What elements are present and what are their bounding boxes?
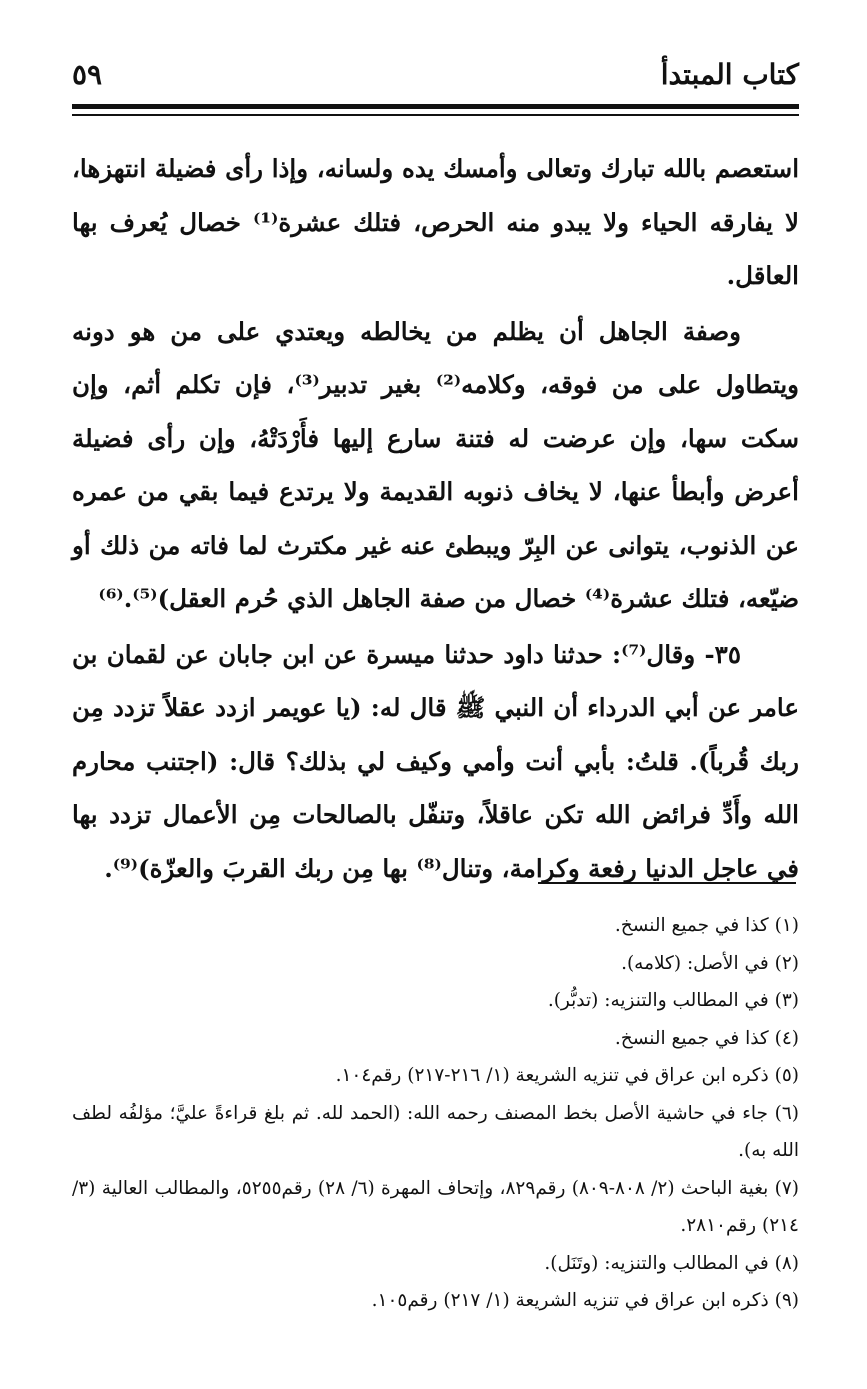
- footnotes: [72, 907, 799, 1320]
- page-header: [72, 52, 799, 100]
- footnote-2: (٢) في الأصل: (كلامه).: [621, 952, 799, 974]
- footnote-8: (٨) في المطالب والتنزيه: (وتَنَل).: [544, 1252, 799, 1274]
- paragraph-continuation: استعصم بالله تبارك وتعالى وأمسك يده ولسانه، وإذا رأى فضيلة انتهزها، لا يفارقه الحياء ولا يبدو منه الحرص، فتلك عشرة⁽¹⁾ خصال يُعرف بها العاقل.: [72, 154, 799, 290]
- footnote-3: (٣) في المطالب والتنزيه: (تدبُّر).: [547, 990, 799, 1011]
- paragraph-hadith-35: ٣٥- وقال⁽⁷⁾: حدثنا داود حدثنا ميسرة عن ابن جابان عن لقمان بن عامر عن أبي الدرداء أن النبي ﷺ قال له: (يا عويمر ازدد عقلاً تزدد مِن ربك قُرباً). قلتُ: بأبي أنت وأمي وكيف لي بذلك؟ قال: (اجتنب محارم الله وأَدِّ فرائض الله تكن عاقلاً، وتنفّل بالصالحات مِن الأعمال تزدد بها في عاجل الدنيا رفعة وكرامة، وتنال⁽⁸⁾ بها مِن ربك القربَ والعزّة)⁽⁹⁾.: [72, 639, 799, 883]
- page-number: ٥٩: [72, 58, 103, 91]
- footnote-9: (٩) ذكره ابن عراق في تنزيه الشريعة (١/ ٢١٧) رقم١٠٥.: [371, 1290, 799, 1311]
- main-text: [72, 142, 799, 897]
- header-rule-thin: [72, 114, 799, 116]
- footnote-separator: [538, 882, 796, 884]
- footnote-5: (٥) ذكره ابن عراق في تنزيه الشريعة (١/ ٢١٦-٢١٧) رقم١٠٤.: [335, 1065, 799, 1086]
- header-rule-thick: [72, 104, 799, 109]
- footnote-4: (٤) كذا في جميع النسخ.: [614, 1027, 799, 1049]
- running-title: كتاب المبتدأ: [660, 58, 799, 91]
- paragraph-ignorant-description: وصفة الجاهل أن يظلم من يخالطه ويعتدي على من هو دونه ويتطاول على من فوقه، وكلامه⁽²⁾ بغير تدبير⁽³⁾، فإن تكلم أثم، وإن سكت سها، وإن عرضت له فتنة سارع إليها فأَرْدَتْهُ، وإن رأى فضيلة أعرض وأبطأ عنها، لا يخاف ذنوبه القديمة ولا يرتدع فيما بقي من عمره عن الذنوب، يتوانى عن البِرّ ويبطئ عنه غير مكترث لما فاته من ذلك أو ضيّعه، فتلك عشرة⁽⁴⁾ خصال من صفة الجاهل الذي حُرم العقل)⁽⁵⁾.⁽⁶⁾: [72, 316, 799, 613]
- footnote-7: (٧) بغية الباحث (٢/ ٨٠٨-٨٠٩) رقم٨٢٩، وإتحاف المهرة (٦/ ٢٨) رقم٥٢٥٥، والمطالب العالية (٣/ ٢١٤) رقم٢٨١٠.: [72, 1177, 799, 1236]
- footnote-1: (١) كذا في جميع النسخ.: [614, 915, 799, 936]
- footnote-6: (٦) جاء في حاشية الأصل بخط المصنف رحمه الله: (الحمد لله. ثم بلغ قراءةً عليَّ؛ مؤلفُه لطف الله به).: [72, 1102, 799, 1161]
